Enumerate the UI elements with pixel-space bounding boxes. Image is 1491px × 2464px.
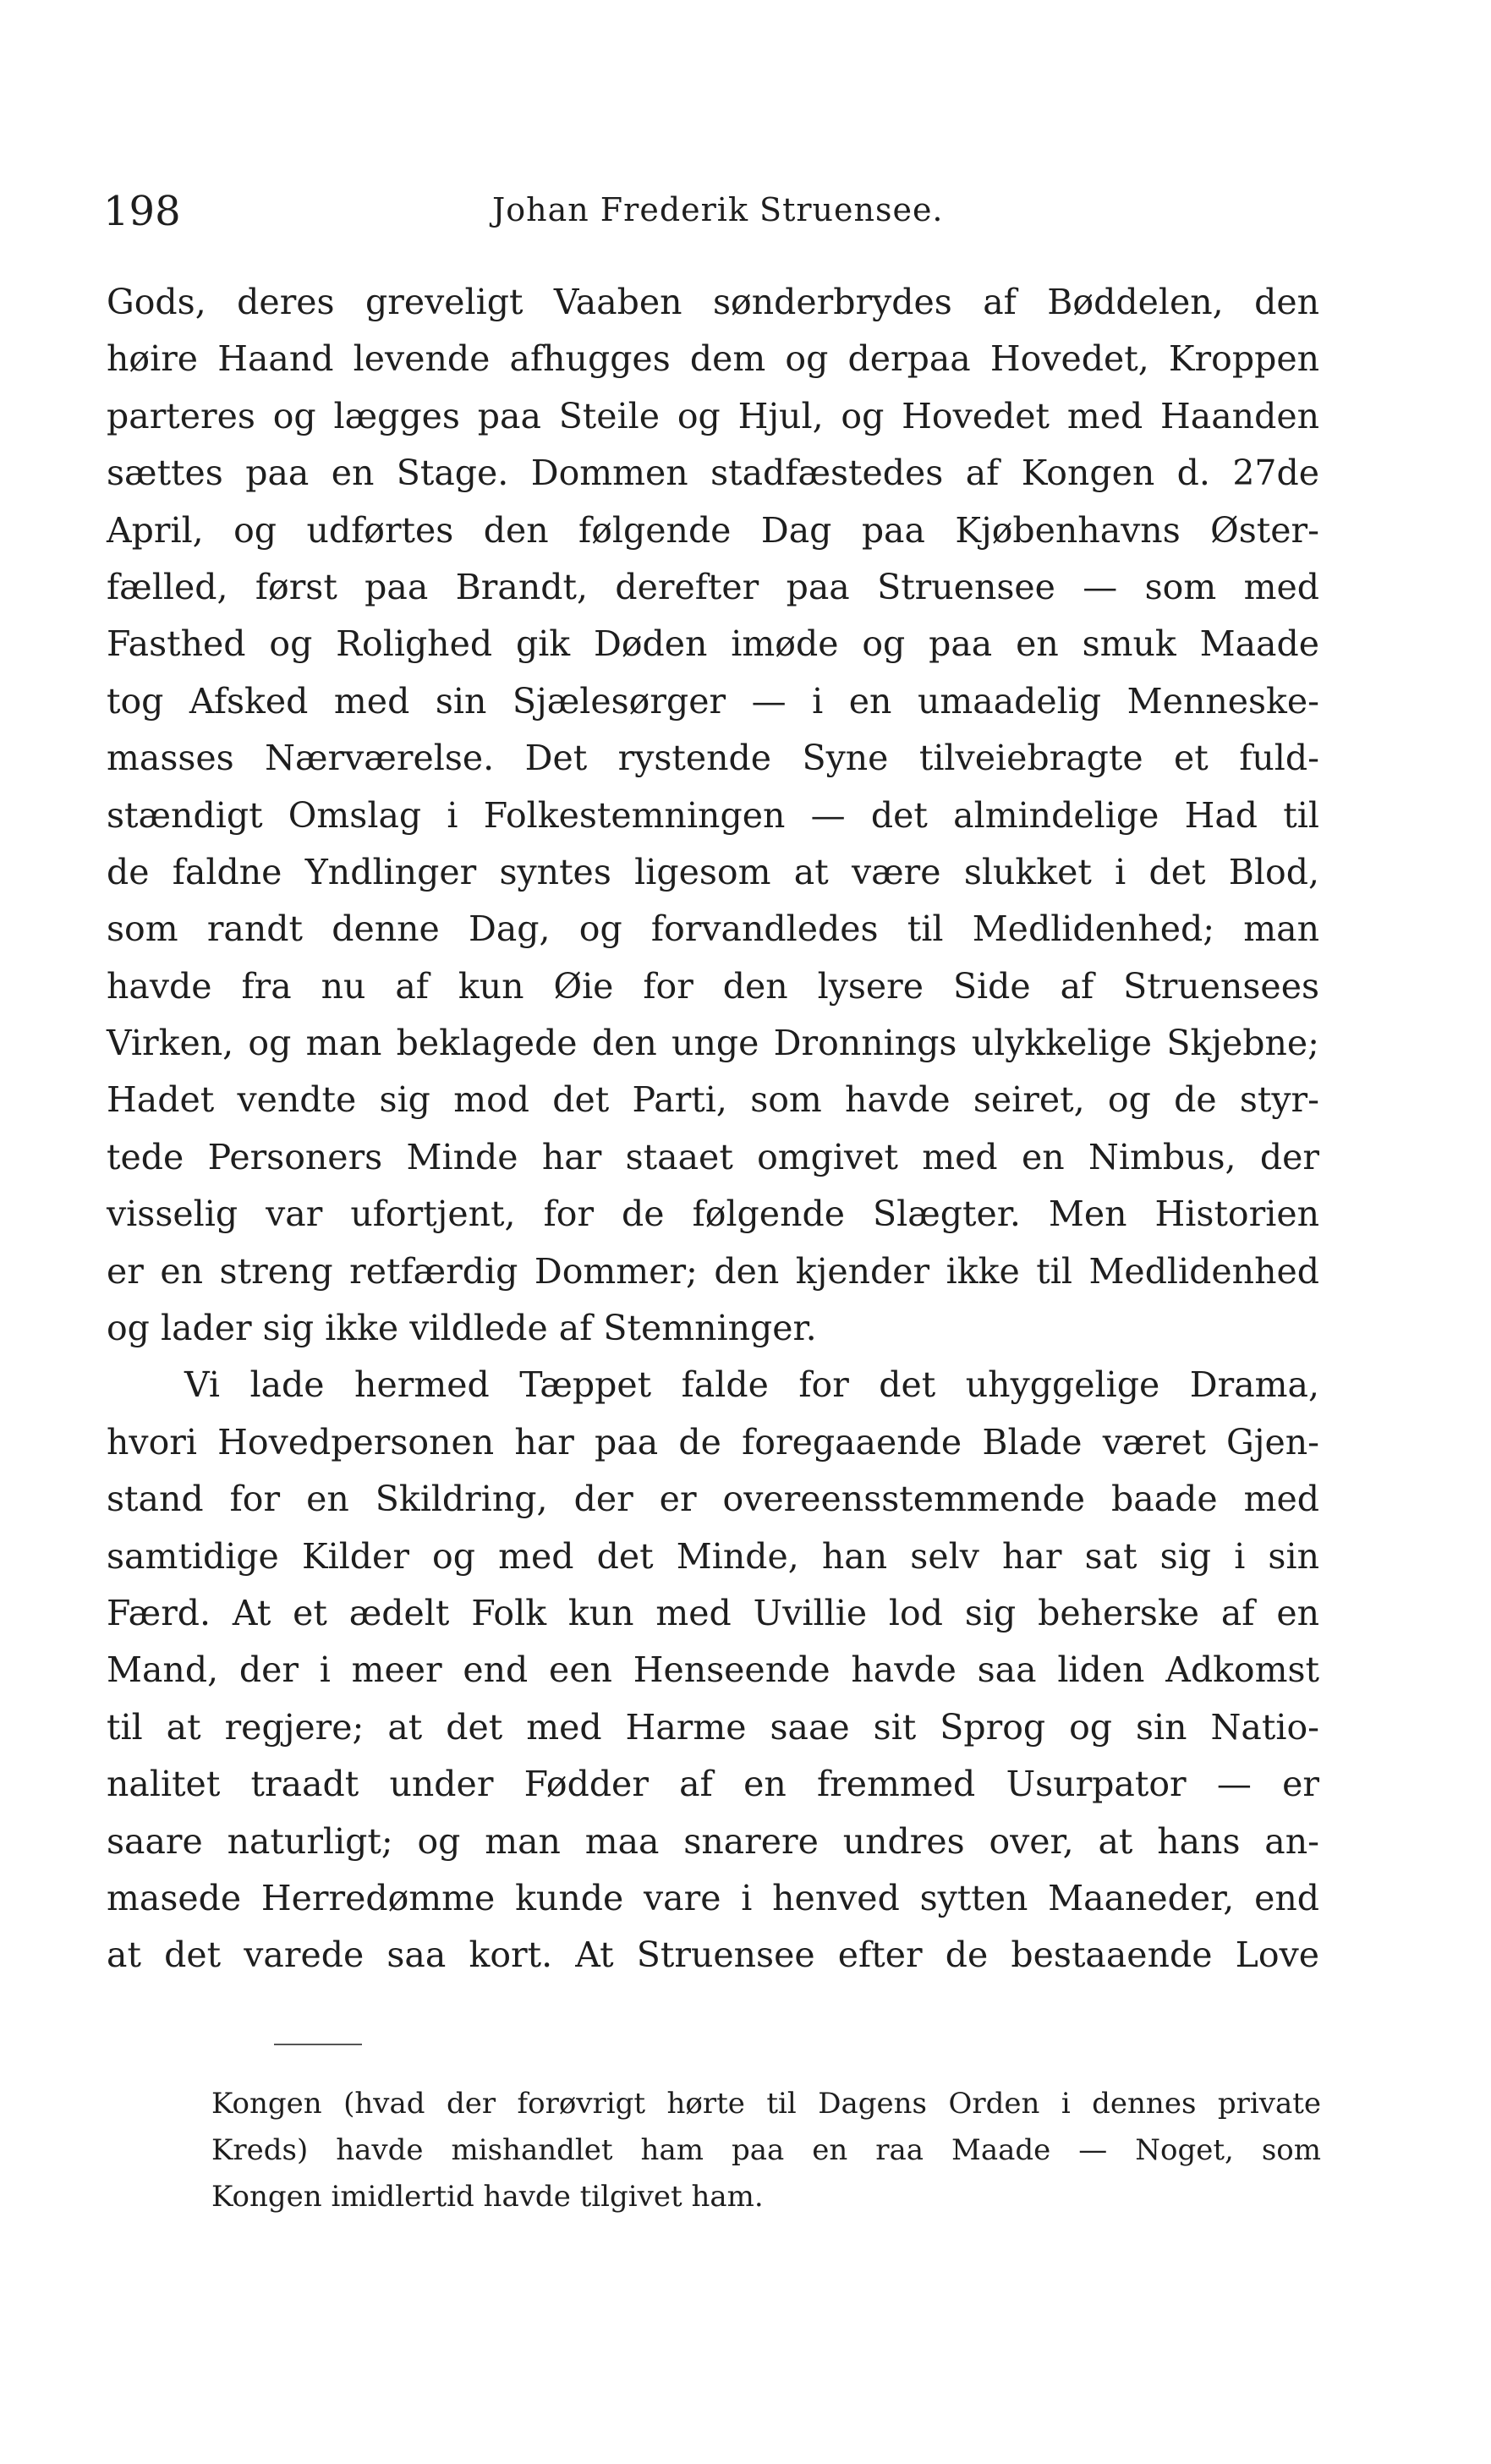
text-line: Gods, deres greveligt Vaaben sønderbrydes af Bøddelen, den [107,282,1319,322]
text-line: samtidige Kilder og med det Minde, han selv har sat sig i sin [107,1535,1319,1577]
page-number: 198 [103,188,181,235]
text-line: er en streng retfærdig Dommer; den kjender ikke til Medlidenhed [107,1250,1319,1292]
running-title: Johan Frederik Struensee. [492,191,944,228]
text-line: April, og udførtes den følgende Dag paa Kjøbenhavns Øster- [107,509,1319,551]
text-line: stændigt Omslag i Folkestemningen — det almindelige Had til [107,794,1319,836]
text-line: Vi lade hermed Tæppet falde for det uhyggelige Drama, [184,1364,1319,1406]
text-line: at det varede saa kort. At Struensee efter de bestaaende Love [107,1934,1319,1976]
page-header [103,188,1389,239]
body-text [107,274,1319,1984]
text-line: hvori Hovedpersonen har paa de foregaaende Blade været Gjen- [107,1421,1319,1462]
text-line: tog Afsked med sin Sjælesørger — i en umaadelig Menneske- [107,680,1319,722]
text-line: saare naturligt; og man maa snarere undres over, at hans an- [107,1820,1319,1862]
text-line: nalitet traadt under Fødder af en fremmed Usurpator — er [107,1764,1319,1805]
text-line: høire Haand levende afhugges dem og derpaa Hovedet, Kroppen [107,338,1319,380]
footnote-line: Kongen (hvad der forøvrigt hørte til Dagens Orden i dennes private [211,2087,1321,2121]
text-line: Virken, og man beklagede den unge Dronnings ulykkelige Skjebne; [107,1023,1319,1064]
text-line: Færd. At et ædelt Folk kun med Uvillie lod sig beherske af en [107,1592,1319,1633]
footnote-line: Kreds) havde mishandlet ham paa en raa Maade — Noget, som [211,2133,1321,2167]
text-line: stand for en Skildring, der er overeensstemmende baade med [107,1479,1319,1520]
footnote-divider [274,2044,362,2045]
text-line: parteres og lægges paa Steile og Hjul, og Hovedet med Haanden [107,395,1319,436]
text-line: sættes paa en Stage. Dommen stadfæstedes af Kongen d. 27de [107,453,1319,494]
text-line: visselig var ufortjent, for de følgende Slægter. Men Historien [107,1194,1319,1235]
text-line: Fasthed og Rolighed gik Døden imøde og paa en smuk Maade [107,623,1319,665]
text-line: tede Personers Minde har staaet omgivet med en Nimbus, der [107,1136,1319,1177]
text-line: til at regjere; at det med Harme saae sit Sprog og sin Natio- [107,1706,1319,1748]
text-line: masses Nærværelse. Det rystende Syne tilveiebragte et fuld- [107,738,1319,779]
footnote-line: Kongen imidlertid havde tilgivet ham. [211,2180,764,2214]
text-line: havde fra nu af kun Øie for den lysere Side af Struensees [107,965,1319,1007]
text-line: som randt denne Dag, og forvandledes til Medlidenhed; man [107,908,1319,950]
text-line: masede Herredømme kunde vare i henved sytten Maaneder, end [107,1877,1319,1918]
footnote [211,2081,1321,2220]
text-line: fælled, først paa Brandt, derefter paa Struensee — som med [107,566,1319,607]
text-line: Mand, der i meer end een Henseende havde saa liden Adkomst [107,1649,1319,1691]
text-line: de faldne Yndlinger syntes ligesom at være slukket i det Blod, [107,851,1319,892]
text-line: Hadet vendte sig mod det Parti, som havde seiret, og de styr- [107,1079,1319,1121]
text-line: og lader sig ikke vildlede af Stemninger. [107,1308,817,1349]
